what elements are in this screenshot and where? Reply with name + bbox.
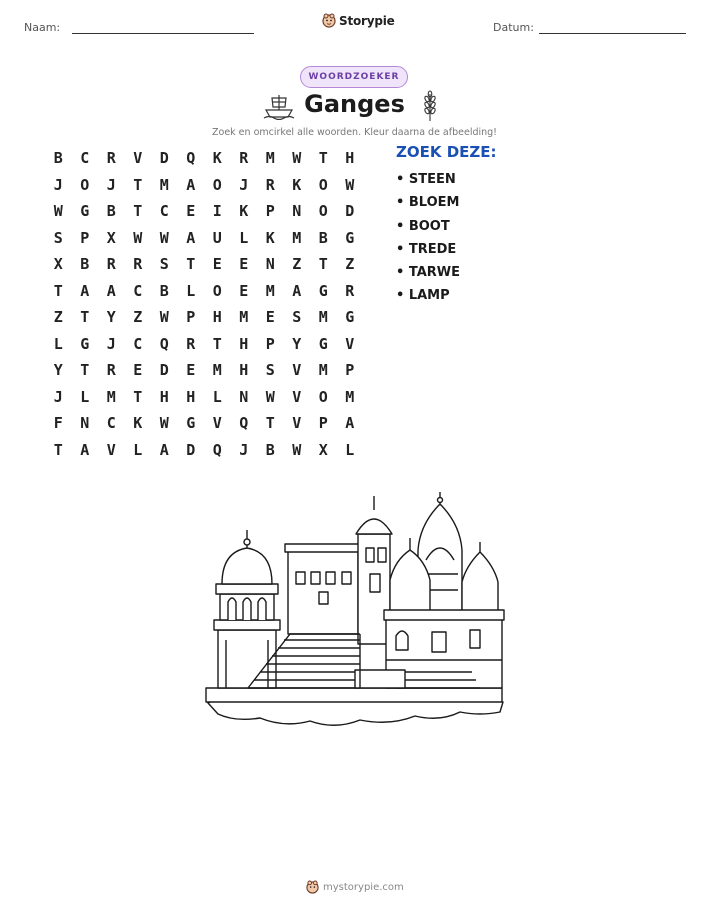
grid-cell[interactable]: B — [318, 228, 328, 247]
grid-cell[interactable]: S — [265, 361, 275, 380]
grid-cell[interactable]: W — [133, 228, 143, 247]
page-title: Ganges — [304, 90, 405, 118]
grid-cell[interactable]: T — [133, 387, 143, 406]
grid-cell[interactable]: J — [106, 334, 116, 353]
grid-cell[interactable]: X — [53, 255, 63, 274]
grid-cell[interactable]: Q — [159, 334, 169, 353]
grid-cell[interactable]: P — [265, 202, 275, 221]
grid-cell[interactable]: S — [292, 308, 302, 327]
grid-cell[interactable]: V — [345, 334, 355, 353]
word-list — [396, 171, 460, 311]
grid-cell[interactable]: G — [318, 281, 328, 300]
grid-cell[interactable]: V — [292, 387, 302, 406]
grid-cell[interactable]: G — [345, 308, 355, 327]
grid-cell[interactable]: C — [80, 149, 90, 168]
grid-cell[interactable]: L — [212, 387, 222, 406]
word-item: • LAMP — [396, 288, 450, 304]
grid-cell[interactable]: H — [159, 387, 169, 406]
grid-cell[interactable]: W — [159, 308, 169, 327]
grid-cell[interactable]: M — [292, 228, 302, 247]
grid-cell[interactable]: T — [80, 361, 90, 380]
grid-cell[interactable]: V — [106, 440, 116, 459]
grid-cell[interactable]: E — [239, 281, 249, 300]
grid-cell[interactable]: N — [80, 414, 90, 433]
grid-cell[interactable]: N — [265, 255, 275, 274]
grid-cell[interactable]: Y — [53, 361, 63, 380]
grid-cell[interactable]: H — [239, 361, 249, 380]
grid-cell[interactable]: G — [186, 414, 196, 433]
grid-cell[interactable]: L — [53, 334, 63, 353]
word-list-title: ZOEK DEZE: — [396, 143, 497, 161]
grid-cell[interactable]: T — [53, 440, 63, 459]
grid-cell[interactable]: E — [133, 361, 143, 380]
grid-cell[interactable]: J — [239, 175, 249, 194]
grid-cell[interactable]: A — [186, 175, 196, 194]
grid-cell[interactable]: J — [53, 175, 63, 194]
grid-cell[interactable]: R — [106, 361, 116, 380]
grid-cell[interactable]: H — [345, 149, 355, 168]
word-item: • TREDE — [396, 241, 457, 257]
grid-cell[interactable]: Q — [212, 440, 222, 459]
grid-cell[interactable]: B — [53, 149, 63, 168]
brand-name: Storypie — [339, 14, 395, 28]
grid-cell[interactable]: J — [53, 387, 63, 406]
grid-cell[interactable]: B — [159, 281, 169, 300]
date-line[interactable] — [539, 33, 686, 34]
grid-cell[interactable]: A — [106, 281, 116, 300]
grid-cell[interactable]: G — [80, 202, 90, 221]
grid-cell[interactable]: C — [159, 202, 169, 221]
grid-cell[interactable]: P — [265, 334, 275, 353]
grid-cell[interactable]: A — [345, 414, 355, 433]
grid-cell[interactable]: Z — [133, 308, 143, 327]
grid-cell[interactable]: T — [186, 255, 196, 274]
grid-cell[interactable]: R — [133, 255, 143, 274]
word-item: • TARWE — [396, 265, 460, 281]
footer-url[interactable]: mystorypie.com — [323, 882, 404, 893]
grid-cell[interactable]: T — [133, 202, 143, 221]
grid-cell[interactable]: D — [186, 440, 196, 459]
grid-cell[interactable]: C — [133, 334, 143, 353]
grid-cell[interactable]: Y — [292, 334, 302, 353]
grid-cell[interactable]: V — [212, 414, 222, 433]
grid-cell[interactable]: T — [212, 334, 222, 353]
grid-cell[interactable]: M — [106, 387, 116, 406]
grid-cell[interactable]: O — [318, 175, 328, 194]
grid-cell[interactable]: D — [159, 149, 169, 168]
grid-cell[interactable]: D — [345, 202, 355, 221]
storypie-mascot-icon — [306, 880, 319, 895]
grid-cell[interactable]: O — [318, 387, 328, 406]
grid-cell[interactable]: C — [133, 281, 143, 300]
grid-cell[interactable]: B — [80, 255, 90, 274]
grid-cell[interactable]: T — [318, 149, 328, 168]
name-line[interactable] — [72, 33, 254, 34]
grid-cell[interactable]: B — [106, 202, 116, 221]
grid-cell[interactable]: M — [265, 281, 275, 300]
grid-cell[interactable]: G — [80, 334, 90, 353]
grid-cell[interactable]: E — [265, 308, 275, 327]
grid-cell[interactable]: K — [239, 202, 249, 221]
grid-cell[interactable]: J — [106, 175, 116, 194]
grid-cell[interactable]: W — [345, 175, 355, 194]
grid-cell[interactable]: Z — [53, 308, 63, 327]
grid-cell[interactable]: E — [186, 361, 196, 380]
grid-cell[interactable]: L — [80, 387, 90, 406]
grid-cell[interactable]: O — [318, 202, 328, 221]
grid-cell[interactable]: W — [159, 414, 169, 433]
grid-cell[interactable]: K — [133, 414, 143, 433]
word-item: • STEEN — [396, 172, 456, 187]
grid-cell[interactable]: H — [212, 308, 222, 327]
grid-cell[interactable]: O — [212, 175, 222, 194]
grid-cell[interactable]: J — [239, 440, 249, 459]
grid-cell[interactable]: R — [106, 149, 116, 168]
grid-cell[interactable]: A — [292, 281, 302, 300]
grid-cell[interactable]: G — [318, 334, 328, 353]
grid-cell[interactable]: M — [159, 175, 169, 194]
grid-cell[interactable]: Q — [239, 414, 249, 433]
grid-cell[interactable]: I — [212, 202, 222, 221]
date-label: Datum: — [493, 21, 534, 34]
grid-cell[interactable]: T — [318, 255, 328, 274]
grid-cell[interactable]: T — [265, 414, 275, 433]
grid-cell[interactable]: L — [186, 281, 196, 300]
grid-cell[interactable]: P — [345, 361, 355, 380]
grid-cell[interactable]: M — [265, 149, 275, 168]
grid-cell[interactable]: A — [80, 440, 90, 459]
grid-cell[interactable]: M — [318, 361, 328, 380]
instructions: Zoek en omcirkel alle woorden. Kleur daarna de afbeelding! — [212, 127, 497, 138]
grid-cell[interactable]: U — [212, 228, 222, 247]
grid-cell[interactable]: W — [292, 440, 302, 459]
grid-cell[interactable]: R — [345, 281, 355, 300]
grid-cell[interactable]: V — [292, 414, 302, 433]
grid-cell[interactable]: Z — [292, 255, 302, 274]
grid-cell[interactable]: H — [186, 387, 196, 406]
grid-cell[interactable]: T — [80, 308, 90, 327]
grid-cell[interactable]: P — [186, 308, 196, 327]
wheat-icon — [422, 90, 438, 122]
grid-cell[interactable]: O — [80, 175, 90, 194]
grid-cell[interactable]: R — [239, 149, 249, 168]
grid-cell[interactable]: W — [53, 202, 63, 221]
grid-cell[interactable]: E — [186, 202, 196, 221]
grid-cell[interactable]: M — [239, 308, 249, 327]
grid-cell[interactable]: V — [133, 149, 143, 168]
grid-cell[interactable]: A — [159, 440, 169, 459]
grid-cell[interactable]: Y — [106, 308, 116, 327]
grid-cell[interactable]: R — [106, 255, 116, 274]
grid-cell[interactable]: W — [292, 149, 302, 168]
grid-cell[interactable]: N — [292, 202, 302, 221]
grid-cell[interactable]: T — [53, 281, 63, 300]
grid-cell[interactable]: T — [133, 175, 143, 194]
grid-cell[interactable]: X — [106, 228, 116, 247]
name-label: Naam: — [24, 21, 61, 34]
word-item: • BOOT — [396, 218, 450, 234]
grid-cell[interactable]: P — [80, 228, 90, 247]
grid-cell[interactable]: V — [292, 361, 302, 380]
grid-cell[interactable]: L — [133, 440, 143, 459]
grid-cell[interactable]: W — [265, 387, 275, 406]
grid-cell[interactable]: R — [186, 334, 196, 353]
grid-cell[interactable]: E — [239, 255, 249, 274]
grid-cell[interactable]: Q — [186, 149, 196, 168]
word-item: • BLOEM — [396, 195, 460, 211]
grid-cell[interactable]: A — [80, 281, 90, 300]
grid-cell[interactable]: X — [318, 440, 328, 459]
grid-cell[interactable]: A — [186, 228, 196, 247]
grid-cell[interactable]: R — [265, 175, 275, 194]
grid-cell[interactable]: K — [212, 149, 222, 168]
grid-cell[interactable]: D — [159, 361, 169, 380]
grid-cell[interactable]: O — [212, 281, 222, 300]
grid-cell[interactable]: S — [53, 228, 63, 247]
grid-cell[interactable]: K — [292, 175, 302, 194]
letter-grid[interactable] — [45, 145, 363, 463]
grid-cell[interactable]: H — [239, 334, 249, 353]
ganges-ghat-illustration[interactable] — [200, 490, 510, 752]
grid-cell[interactable]: E — [212, 255, 222, 274]
grid-cell[interactable]: L — [345, 440, 355, 459]
grid-cell[interactable]: W — [159, 228, 169, 247]
grid-cell[interactable]: F — [53, 414, 63, 433]
grid-cell[interactable]: K — [265, 228, 275, 247]
grid-cell[interactable]: M — [345, 387, 355, 406]
grid-cell[interactable]: P — [318, 414, 328, 433]
grid-cell[interactable]: C — [106, 414, 116, 433]
storypie-mascot-icon — [322, 13, 336, 29]
category-badge: WOORDZOEKER — [300, 66, 408, 88]
grid-cell[interactable]: N — [239, 387, 249, 406]
footer — [306, 880, 404, 895]
grid-cell[interactable]: S — [159, 255, 169, 274]
grid-cell[interactable]: B — [265, 440, 275, 459]
grid-cell[interactable]: M — [318, 308, 328, 327]
grid-cell[interactable]: L — [239, 228, 249, 247]
brand-logo — [322, 13, 395, 29]
grid-cell[interactable]: G — [345, 228, 355, 247]
grid-cell[interactable]: M — [212, 361, 222, 380]
grid-cell[interactable]: Z — [345, 255, 355, 274]
